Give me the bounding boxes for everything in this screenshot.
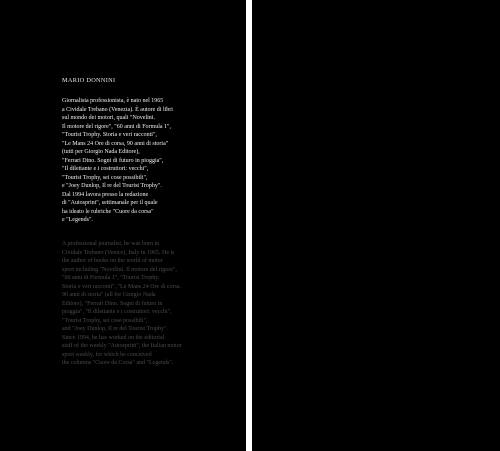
left-page [0, 0, 246, 451]
author-name: MARIO DONNINI [62, 77, 116, 84]
author-bio-english: A professional journalist, he was born in Cividale Trebano (Venice), Italy in 1965. He is the author of books on the world of motor sport including "Novelini. Il motore del rigore", "60 anni di Formula 1", "Tourist Trophy. Storia e veri racconti", "Le Mans 24 Ore di corsa. 90 anni di storia" (all for Giorgio Nada Editore), "Ferrari Dino. Sogni di futuro in pioggia", "Il dilettante e i costruttori: vecchi", "Tourist Trophy, sei cose possibili", and "Joey Dunlop, Il re del Tourist Trophy". Since 1994, he has worked on the editorial staff of the weekly "Autosprint", the Italian motor sport weekly, for which he conceived the columns "Cuore da Corsa" and "Legends". [62, 241, 182, 366]
author-bio-italian: Giornalista professionista, è nato nel 1965 a Cividale Trebano (Venezia). È autore di libri sul mondo dei motori, quali "Novelini. Il motore del rigore", "60 anni di Formula 1", "Tourist Trophy. Storia e veri racconti", "Le Mans 24 Ore di corsa, 90 anni di storia" (tutti per Giorgio Nada Editore), "Ferrari Dino. Sogni di futuro in pioggia", "Il dilettante e i costruttori: vecchi", "Tourist Trophy, sei cose possibili", e "Joey Dunlop, Il re del Tourist Trophy". Dal 1994 lavora presso la redazione di "Autosprint", settimanale per il quale ha ideato le rubriche "Cuore da corsa" e "Legends". [62, 98, 173, 223]
right-page [252, 0, 500, 451]
